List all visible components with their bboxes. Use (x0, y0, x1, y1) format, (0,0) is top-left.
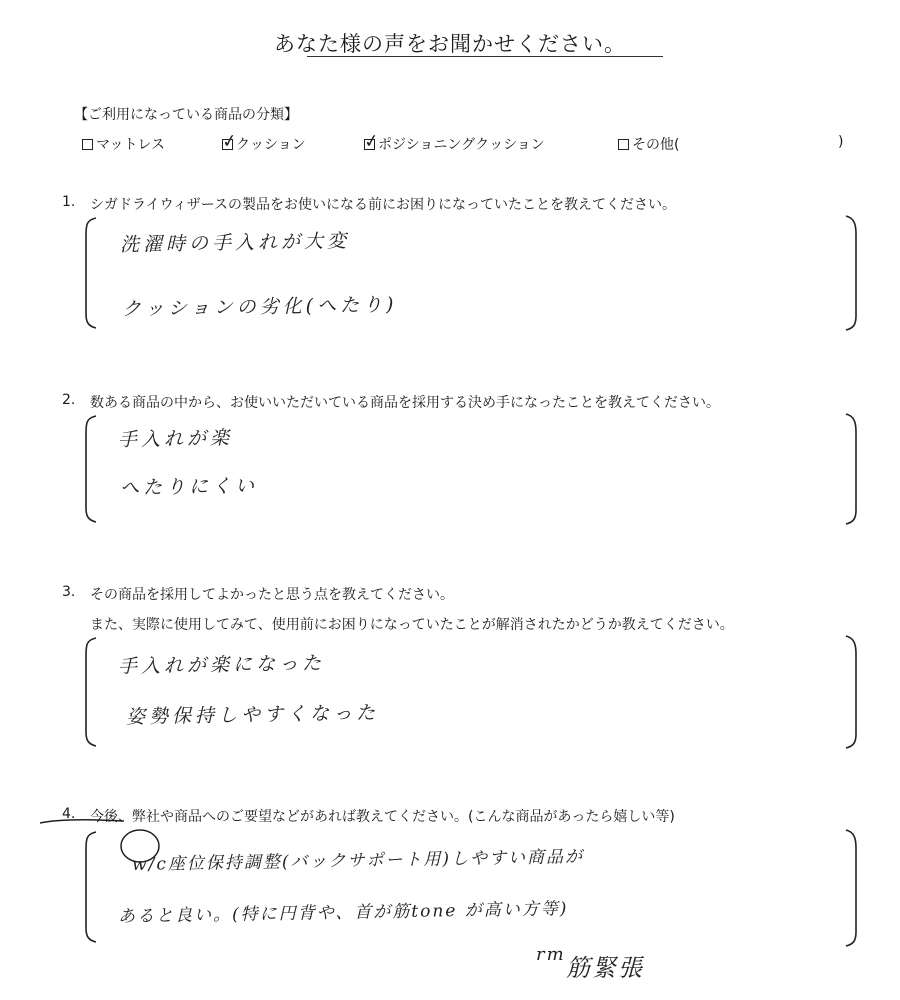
question-4-number: 4. (62, 806, 76, 822)
margin-note-small: rm (536, 944, 566, 965)
answer-1-line-2: クッションの劣化(へたり) (121, 293, 398, 321)
answer-bracket-left (78, 214, 100, 332)
question-1-number: 1. (62, 194, 76, 210)
answer-4-line-1: w/c座位保持調整(バックサポート用)しやすい商品が (131, 847, 585, 875)
answer-bracket-right (842, 212, 864, 334)
question-2-number: 2. (62, 392, 76, 408)
question-3-text-2: また、実際に使用してみて、使用前にお困りになっていたことが解消されたかどうか教えてください。 (90, 617, 734, 633)
handwritten-annotation: 筋緊張 (566, 954, 644, 982)
answer-3-line-1: 手入れが楽になった (117, 652, 326, 678)
category-close-paren: ) (838, 134, 844, 150)
checkbox-positioning-cushion[interactable] (362, 129, 381, 153)
category-option-label: マットレス (96, 137, 166, 153)
answer-bracket-right (842, 632, 864, 752)
question-2-text: 数ある商品の中から、お使いいただいている商品を採用する決め手になったことを教えてください。 (90, 395, 720, 411)
category-option-mattress[interactable] (82, 134, 165, 154)
category-heading: 【ご利用になっている商品の分類】 (74, 107, 298, 123)
question-4-text: 今後、弊社や商品へのご要望などがあれば教えてください。(こんな商品があったら嬉しい等) (90, 809, 675, 825)
title-underline (307, 56, 663, 57)
checkmark-icon: ✓ (362, 129, 381, 153)
question-3-text: その商品を採用してよかったと思う点を教えてください。 (90, 587, 454, 603)
answer-bracket-right (842, 826, 864, 950)
answer-bracket-left (78, 634, 100, 750)
answer-bracket-right (842, 410, 864, 528)
answer-bracket-left (78, 828, 100, 946)
checkbox-cushion[interactable] (220, 129, 239, 153)
category-option-cushion[interactable] (220, 129, 306, 154)
answer-2-line-1: 手入れが楽 (117, 426, 234, 452)
answer-bracket-left (78, 412, 100, 526)
category-option-positioning-cushion[interactable] (362, 129, 545, 154)
checkmark-icon: ✓ (220, 129, 239, 153)
checkbox-mattress[interactable] (82, 139, 93, 150)
question-3-number: 3. (62, 584, 76, 600)
category-option-label: クッション (236, 137, 306, 153)
page-title: あなた様の声をお聞かせください。 (274, 32, 626, 56)
answer-1-line-1: 洗濯時の手入れが大変 (119, 229, 351, 257)
answer-4-line-2: あると良い。(特に円背や、首が筋tone が高い方等) (117, 899, 569, 927)
answer-3-line-2: 姿勢保持しやすくなった (125, 701, 380, 729)
question-1-text: シガドライウィザースの製品をお使いになる前にお困りになっていたことを教えてください。 (90, 197, 677, 213)
category-option-label: ポジショニングクッション (378, 137, 545, 153)
category-option-label: その他( (632, 137, 680, 153)
category-option-other[interactable] (618, 134, 679, 154)
checkbox-other[interactable] (618, 139, 629, 150)
answer-2-line-2: へたりにくい (119, 474, 259, 500)
